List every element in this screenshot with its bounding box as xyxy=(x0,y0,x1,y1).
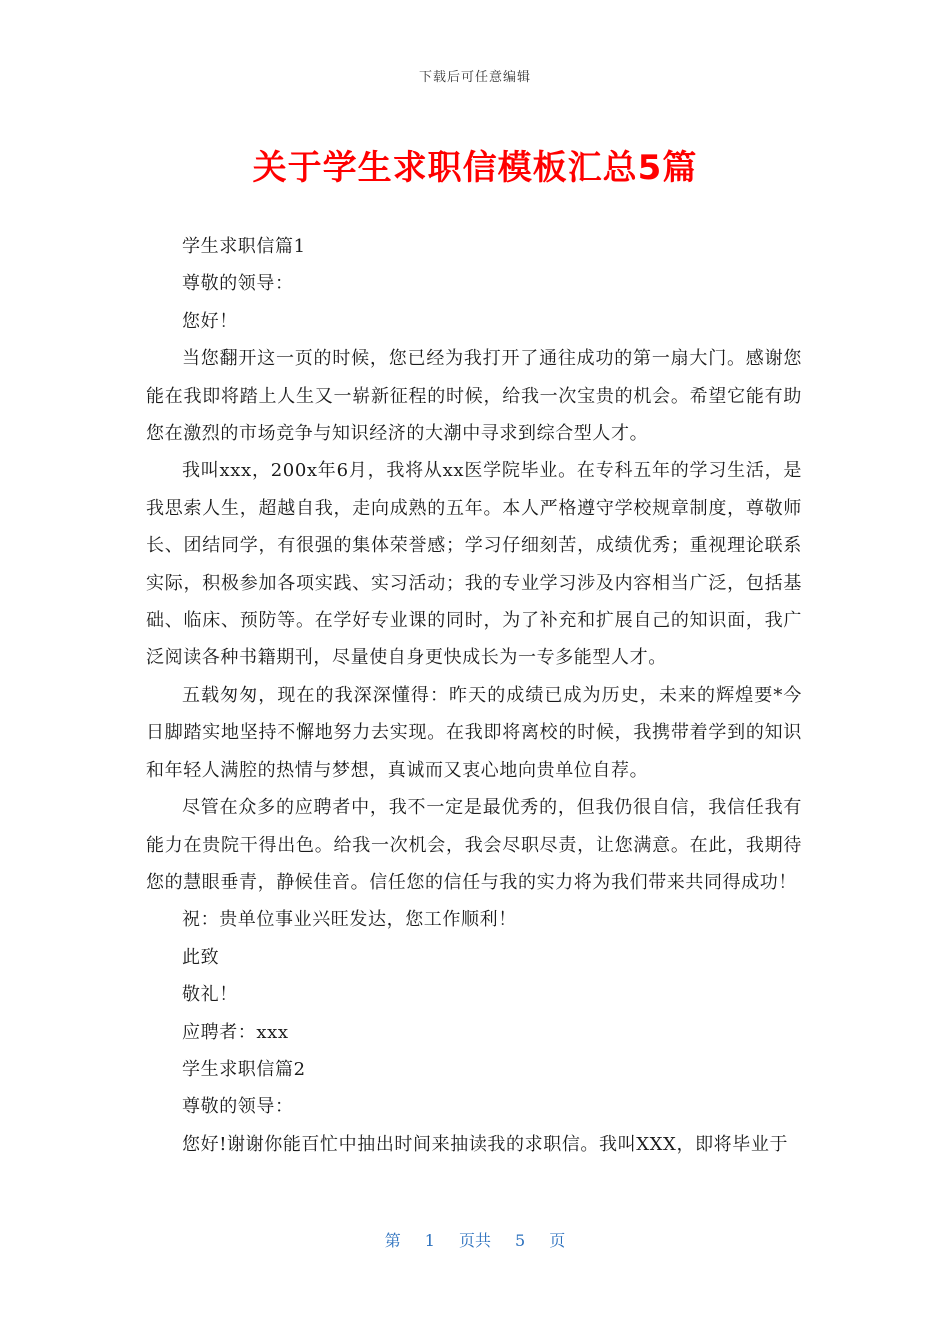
signature-line: 应聘者：xxx xyxy=(182,1021,289,1043)
footer-page-total: 5 xyxy=(515,1231,526,1250)
footer-page-suffix: 页 xyxy=(549,1231,566,1250)
body-paragraph: 尽管在众多的应聘者中，我不一定是最优秀的，但我仍很自信，我信任我有能力在贵院干得出色。给我一次机会，我会尽职尽责，让您满意。在此，我期待您的慧眼垂青，静候佳音。信任您的信任与我的实力将为我们带来共同得成功！ xyxy=(146,797,802,893)
body-paragraph: 当您翻开这一页的时候，您已经为我打开了通往成功的第一扇大门。感谢您能在我即将踏上人生又一崭新征程的时候，给我一次宝贵的机会。希望它能有助您在激烈的市场竞争与知识经济的大潮中寻求到综合型人才。 xyxy=(146,348,802,445)
header-note: 下载后可任意编辑 xyxy=(418,70,531,85)
page-footer xyxy=(0,1228,950,1251)
footer-page-mid: 页共 xyxy=(458,1231,491,1250)
footer-page-label: 第 xyxy=(384,1231,401,1250)
closing-wish: 祝：贵单位事业兴旺发达，您工作顺利！ xyxy=(182,909,517,931)
greeting: 您好！ xyxy=(182,310,238,332)
body-paragraph: 您好!谢谢你能百忙中抽出时间来抽读我的求职信。我叫XXX，即将毕业于 xyxy=(182,1133,789,1155)
body-paragraph: 五载匆匆，现在的我深深懂得：昨天的成绩已成为历史，未来的辉煌要*今日脚踏实地坚持不懈地努力去实现。在我即将离校的时候，我携带着学到的知识和年轻人满腔的热情与梦想，真诚而又衷心地向贵单位自荐。 xyxy=(146,684,802,781)
salutation: 尊敬的领导： xyxy=(182,273,294,295)
section-heading-1: 学生求职信篇1 xyxy=(182,236,306,257)
closing-line: 此致 xyxy=(182,946,220,968)
closing-line: 敬礼！ xyxy=(182,984,238,1006)
salutation: 尊敬的领导： xyxy=(182,1096,294,1118)
section-heading-2: 学生求职信篇2 xyxy=(182,1058,306,1080)
body-paragraph: 我叫xxx，200x年6月，我将从xx医学院毕业。在专科五年的学习生活，是我思索人生，超越自我，走向成熟的五年。本人严格遵守学校规章制度，尊敬师长、团结同学，有很强的集体荣誉感；学习仔细刻苦，成绩优秀；重视理论联系实际，积极参加各项实践、实习活动；我的专业学习涉及内容相当广泛，包括基础、临床、预防等。在学好专业课的同时，为了补充和扩展自己的知识面，我广泛阅读各种书籍期刊，尽量使自身更快成长为一专多能型人才。 xyxy=(146,460,802,669)
page-title: 关于学生求职信模板汇总5篇 xyxy=(252,148,698,188)
document-body xyxy=(146,228,802,1163)
footer-page-current: 1 xyxy=(424,1231,435,1250)
